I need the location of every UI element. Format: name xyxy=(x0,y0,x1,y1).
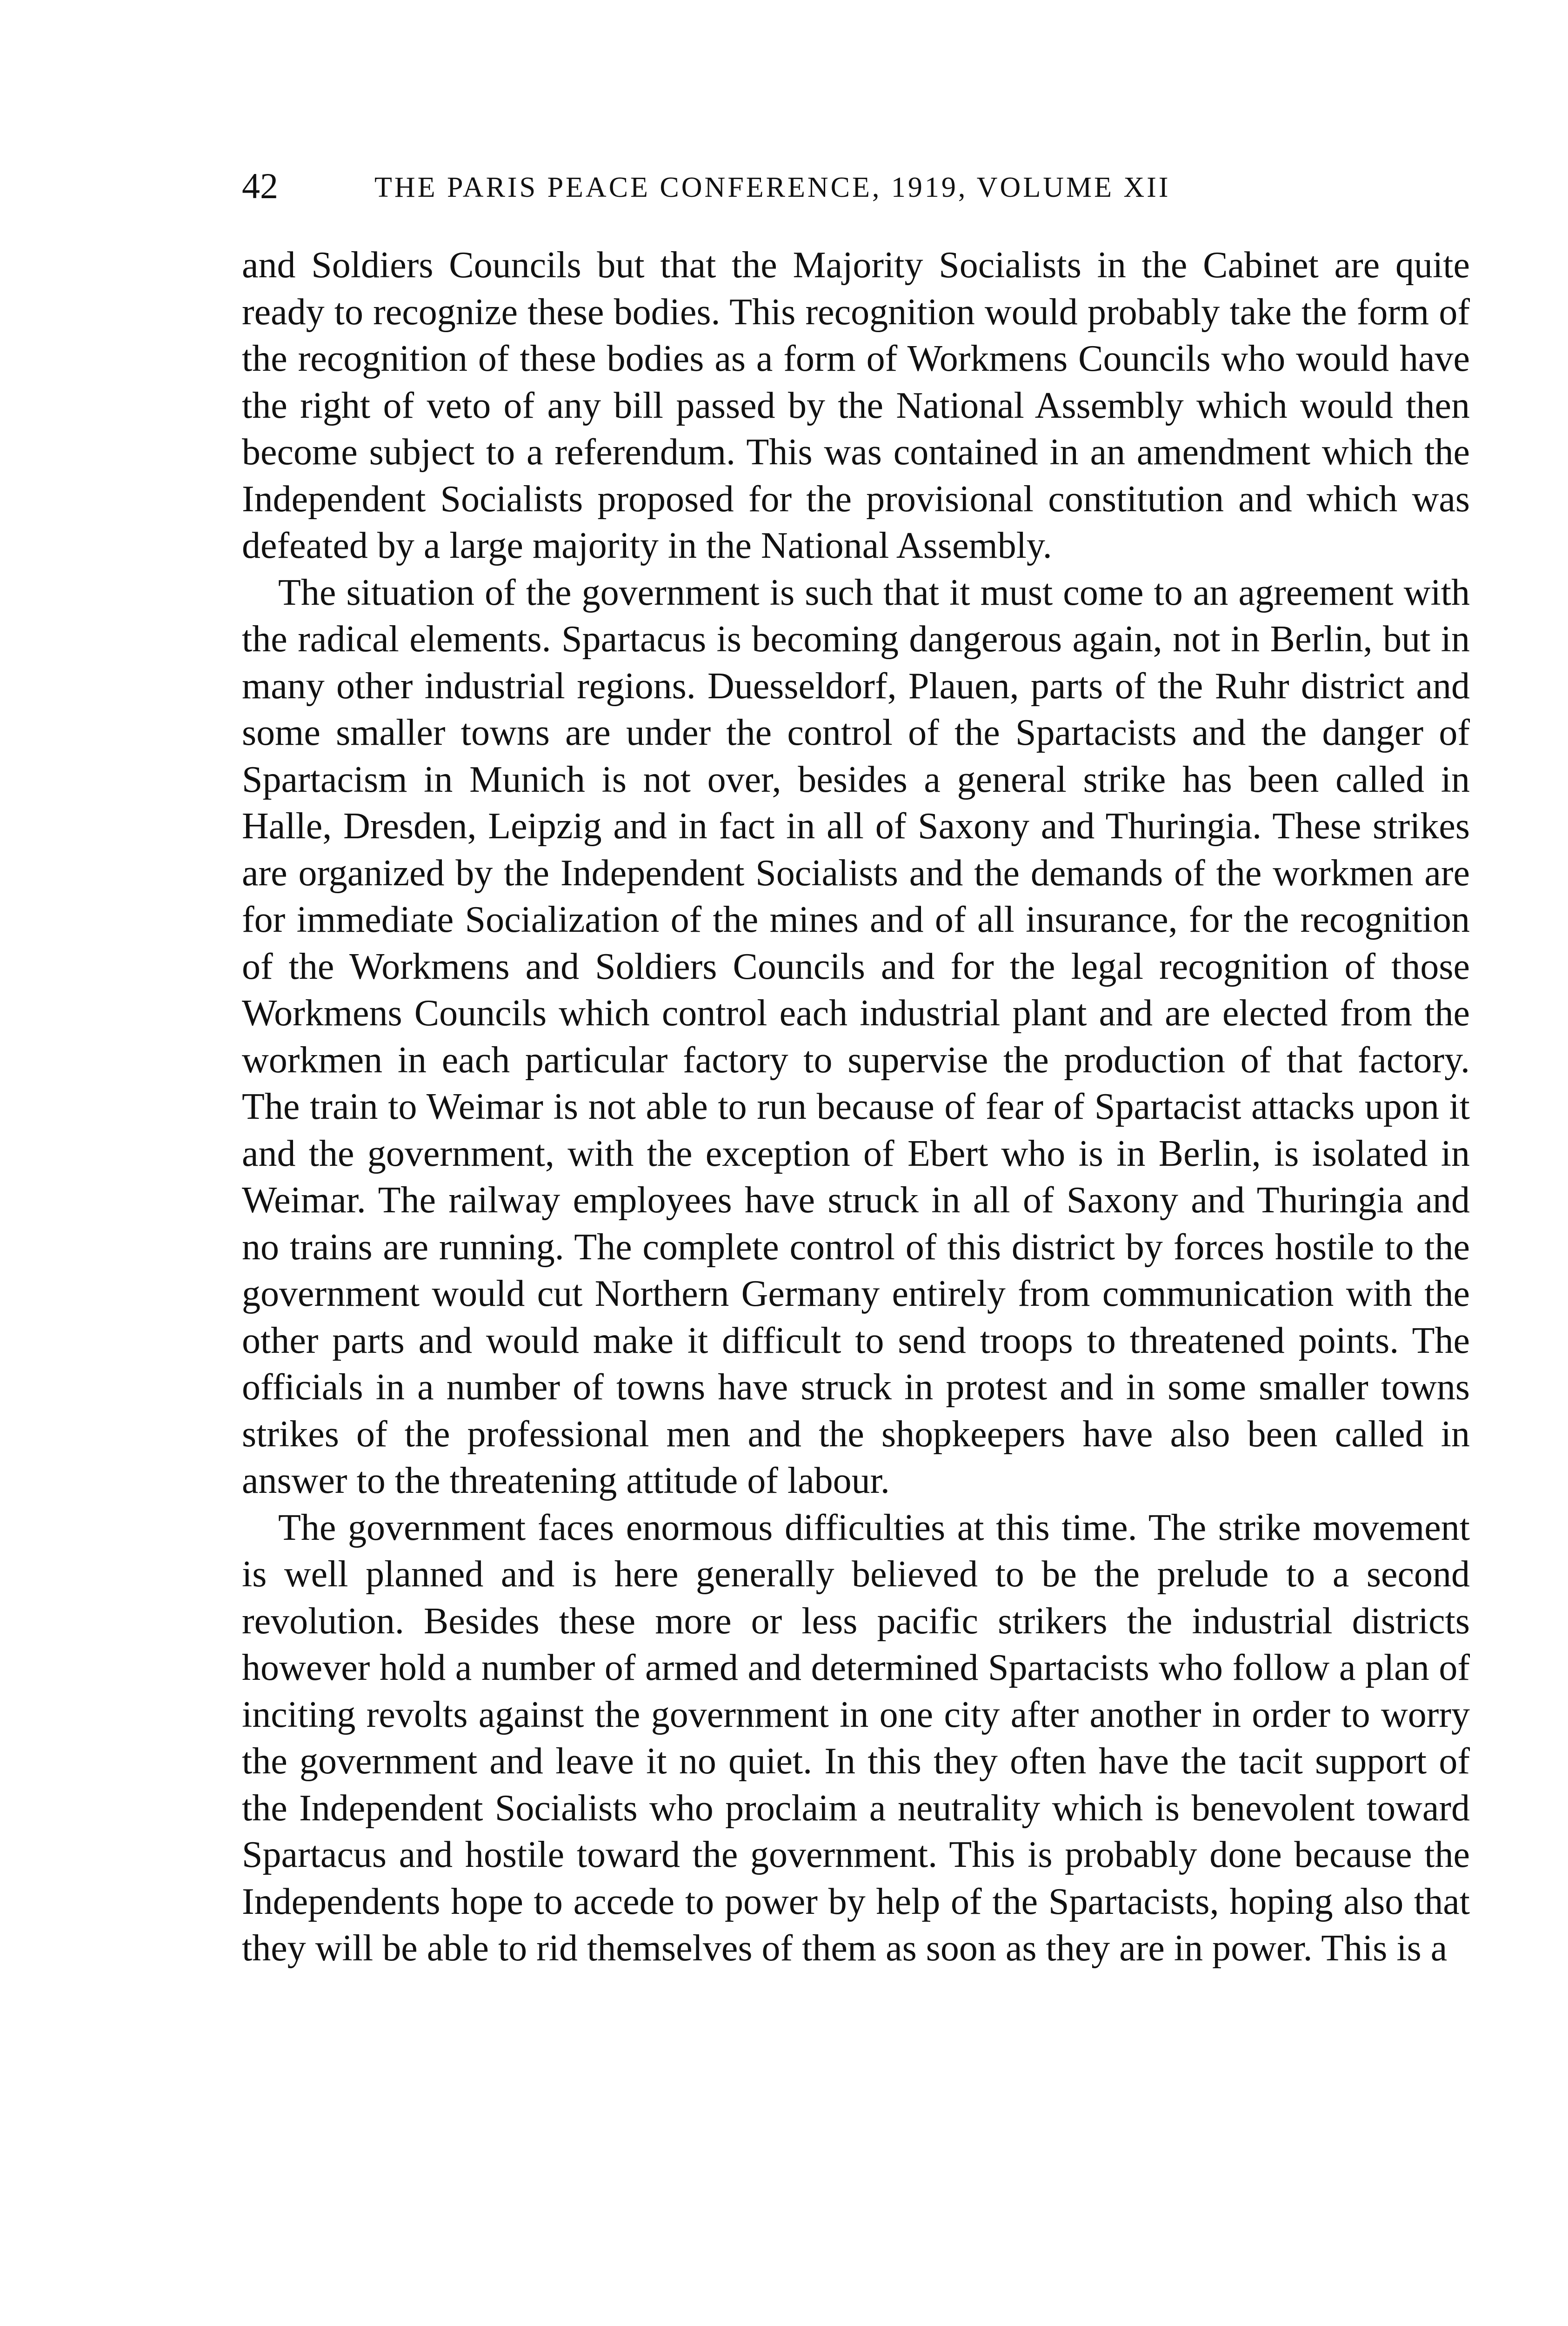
running-title: THE PARIS PEACE CONFERENCE, 1919, VOLUME XII xyxy=(374,172,1171,203)
document-page xyxy=(242,165,1470,1972)
paragraph-2: The situation of the government is such that it must come to an agreement with the radical elements. Spartacus is becoming dangerous again, not in Berlin, but in many other industrial regions. Duesseldorf, Plauen, parts of the Ruhr district and some smaller towns are under the control of the Spartacists and the danger of Spartacism in Munich is not over, besides a general strike has been called in Halle, Dresden, Leipzig and in fact in all of Saxony and Thuringia. These strikes are organized by the Independent Socialists and the demands of the workmen are for immediate Socialization of the mines and of all insurance, for the recognition of the Workmens and Soldiers Councils and for the legal recognition of those Workmens Councils which control each industrial plant and are elected from the workmen in each particular factory to supervise the production of that factory. The train to Weimar is not able to run because of fear of Spartacist attacks upon it and the government, with the exception of Ebert who is in Berlin, is isolated in Weimar. The railway employees have struck in all of Saxony and Thuringia and no trains are running. The complete control of this district by forces hostile to the government would cut Northern Germany entirely from communication with the other parts and would make it difficult to send troops to threatened points. The officials in a number of towns have struck in protest and in some smaller towns strikes of the professional men and the shopkeepers have also been called in answer to the threatening attitude of labour. xyxy=(242,572,1470,1501)
page-number: 42 xyxy=(242,166,278,206)
paragraph-3: The government faces enormous difficulties at this time. The strike movement is well planned and is here generally believed to be the prelude to a second revolution. Besides these more or less pacific strikers the industrial districts however hold a number of armed and determined Spartacists who follow a plan of inciting revolts against the government in one city after another in order to worry the government and leave it no quiet. In this they often have the tacit support of the Independent Socialists who proclaim a neutrality which is benevolent toward Spartacus and hostile toward the government. This is probably done because the Independents hope to accede to power by help of the Spartacists, hoping also that they will be able to rid themselves of them as soon as they are in power. This is a xyxy=(242,1507,1470,1969)
paragraph-1: and Soldiers Councils but that the Majority Socialists in the Cabinet are quite ready to recognize these bodies. This recognition would probably take the form of the recognition of these bodies as a form of Workmens Councils who would have the right of veto of any bill passed by the National Assembly which would then become subject to a referendum. This was contained in an amendment which the Independent Socialists proposed for the provisional constitution and which was defeated by a large majority in the National Assembly. xyxy=(242,245,1470,566)
page-header xyxy=(242,165,1470,216)
body-text xyxy=(242,242,1470,1972)
